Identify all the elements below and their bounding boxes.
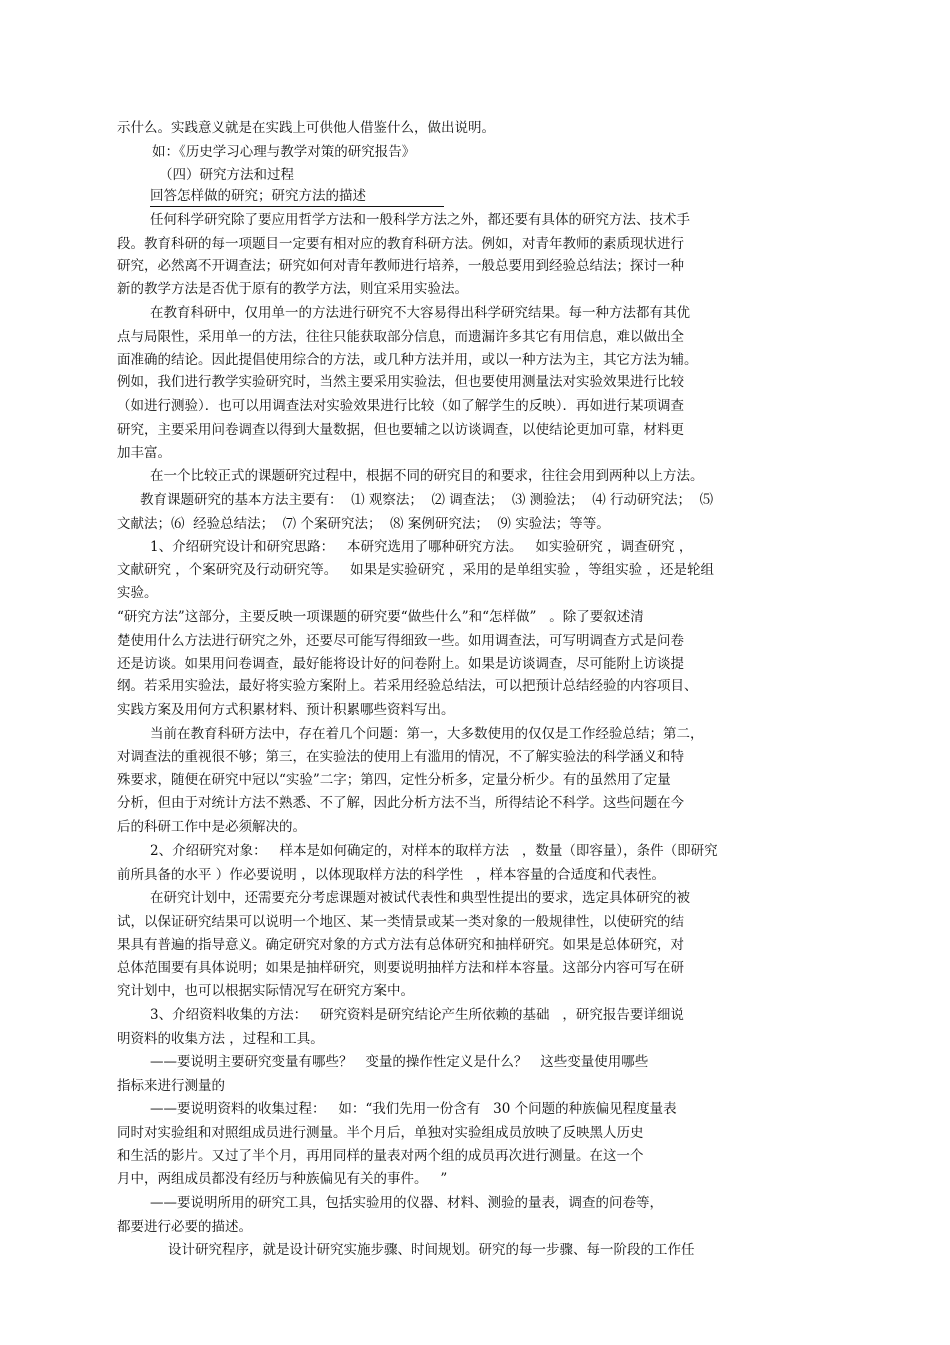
text-line: 还是访谈。如果用问卷调查，最好能将设计好的问卷附上。如果是访谈调查，尽可能附上访谈提	[117, 656, 684, 672]
text-line: 楚使用什么方法进行研究之外，还要尽可能写得细致一些。如用调查法，可写明调查方式是问卷	[117, 633, 684, 649]
text-line: ——要说明资料的收集过程： 如：“我们先用一份含有 30 个问题的种族偏见程度量表	[150, 1101, 677, 1117]
text-line: 和生活的影片。又过了半个月，再用同样的量表对两个组的成员再次进行测量。在这一个	[117, 1148, 644, 1164]
text-line: “研究方法”这部分，主要反映一项课题的研究要“做些什么”和“怎样做” 。除了要叙述清	[117, 609, 644, 625]
text-line: 试，以保证研究结果可以说明一个地区、某一类情景或某一类对象的一般规律性，以使研究的结	[117, 914, 684, 930]
text-line: 殊要求，随便在研究中冠以“实验”二字；第四，定性分析多，定量分析少。有的虽然用了定量	[117, 772, 671, 788]
text-line: 当前在教育科研方法中，存在着几个问题：第一，大多数使用的仅仅是工作经验总结；第二，	[150, 726, 704, 742]
text-line: 对调查法的重视很不够；第三，在实验法的使用上有滥用的情况，不了解实验法的科学涵义和特	[117, 749, 684, 765]
text-line: 例如，我们进行教学实验研究时，当然主要采用实验法，但也要使用测量法对实验效果进行比较	[117, 374, 684, 390]
text-line: 任何科学研究除了要应用哲学方法和一般科学方法之外，都还要有具体的研究方法、技术手	[150, 212, 690, 228]
text-line: 面准确的结论。因此提倡使用综合的方法，或几种方法并用，或以一种方法为主，其它方法为辅。	[117, 352, 698, 368]
underlined-subheading: 回答怎样做的研究；研究方法的描述	[150, 186, 444, 207]
text-line: 前所具备的水平 ）作必要说明 ，以体现取样方法的科学性 ，样本容量的合适度和代表性。	[117, 867, 665, 883]
text-line: 后的科研工作中是必须解决的。	[117, 819, 306, 835]
text-line: 实验。	[117, 585, 158, 601]
text-line: 在教育科研中，仅用单一的方法进行研究不大容易得出科学研究结果。每一种方法都有其优	[150, 305, 690, 321]
section-heading: （四）研究方法和过程	[159, 167, 294, 183]
text-line: 果具有普遍的指导意义。确定研究对象的方式方法有总体研究和抽样研究。如果是总体研究，对	[117, 937, 684, 953]
text-line: ——要说明所用的研究工具，包括实验用的仪器、材料、测验的量表，调查的问卷等，	[150, 1195, 663, 1211]
text-line: 点与局限性，采用单一的方法，往往只能获取部分信息，而遗漏许多其它有用信息，难以做出全	[117, 329, 684, 345]
text-line: 分析，但由于对统计方法不熟悉、不了解，因此分析方法不当，所得结论不科学。这些问题在今	[117, 795, 684, 811]
text-line: 研究，必然离不开调查法；研究如何对青年教师进行培养，一般总要用到经验总结法；探讨一种	[117, 258, 684, 274]
text-line: 在研究计划中，还需要充分考虑课题对被试代表性和典型性提出的要求，选定具体研究的被	[150, 890, 690, 906]
text-line: 实践方案及用何方式积累材料、预计积累哪些资料写出。	[117, 702, 455, 718]
text-line: 都要进行必要的描述。	[117, 1219, 252, 1235]
text-line: 新的教学方法是否优于原有的教学方法，则宜采用实验法。	[117, 281, 468, 297]
numbered-heading: 3、介绍资料收集的方法： 研究资料是研究结论产生所依赖的基础 ，研究报告要详细说	[150, 1007, 684, 1023]
text-line: 段。教育科研的每一项题目一定要有相对应的教育科研方法。例如，对青年教师的素质现状进行	[117, 236, 684, 252]
text-line: 同时对实验组和对照组成员进行测量。半个月后，单独对实验组成员放映了反映黑人历史	[117, 1125, 644, 1141]
text-line: ——要说明主要研究变量有哪些？ 变量的操作性定义是什么？ 这些变量使用哪些	[150, 1054, 649, 1070]
text-line: 月中，两组成员都没有经历与种族偏见有关的事件。 ”	[117, 1171, 448, 1187]
numbered-heading: 2、介绍研究对象： 样本是如何确定的，对样本的取样方法 ，数量（即容量），条件（即研究	[150, 843, 718, 859]
text-line: （如进行测验）．也可以用调查法对实验效果进行比较（如了解学生的反映）．再如进行某项调查	[117, 398, 684, 414]
numbered-heading: 1、介绍研究设计和研究思路： 本研究选用了哪种研究方法。 如实验研究 ，调查研究 ，	[150, 539, 693, 555]
text-line: 设计研究程序，就是设计研究实施步骤、时间规划。研究的每一步骤、每一阶段的工作任	[168, 1242, 695, 1258]
text-line: 文献法；⑹ 经验总结法； ⑺ 个案研究法； ⑻ 案例研究法； ⑼ 实验法；等等。	[117, 516, 610, 532]
text-line: 研究，主要采用问卷调查以得到大量数据，但也要辅之以访谈调查，以使结论更加可靠，材料更	[117, 422, 684, 438]
text-line: 在一个比较正式的课题研究过程中，根据不同的研究目的和要求，往往会用到两种以上方法。	[150, 468, 704, 484]
text-line: 指标来进行测量的	[117, 1078, 225, 1094]
text-line: 纲。若采用实验法，最好将实验方案附上。若采用经验总结法，可以把预计总结经验的内容项目、	[117, 678, 698, 694]
text-line: 教育课题研究的基本方法主要有： ⑴ 观察法； ⑵ 调查法； ⑶ 测验法； ⑷ 行动研究法； ⑸	[140, 492, 714, 508]
text-line: 如：《历史学习心理与教学对策的研究报告》	[152, 144, 416, 160]
text-line: 明资料的收集方法 ，过程和工具。	[117, 1031, 324, 1047]
text-line: 加丰富。	[117, 445, 171, 461]
text-line: 文献研究 ，个案研究及行动研究等。 如果是实验研究 ，采用的是单组实验 ，等组实验 ，还是轮组	[117, 562, 715, 578]
text-line: 示什么。实践意义就是在实践上可供他人借鉴什么，做出说明。	[117, 120, 495, 136]
text-line: 究计划中，也可以根据实际情况写在研究方案中。	[117, 983, 414, 999]
text-line: 总体范围要有具体说明；如果是抽样研究，则要说明抽样方法和样本容量。这部分内容可写在研	[117, 960, 684, 976]
